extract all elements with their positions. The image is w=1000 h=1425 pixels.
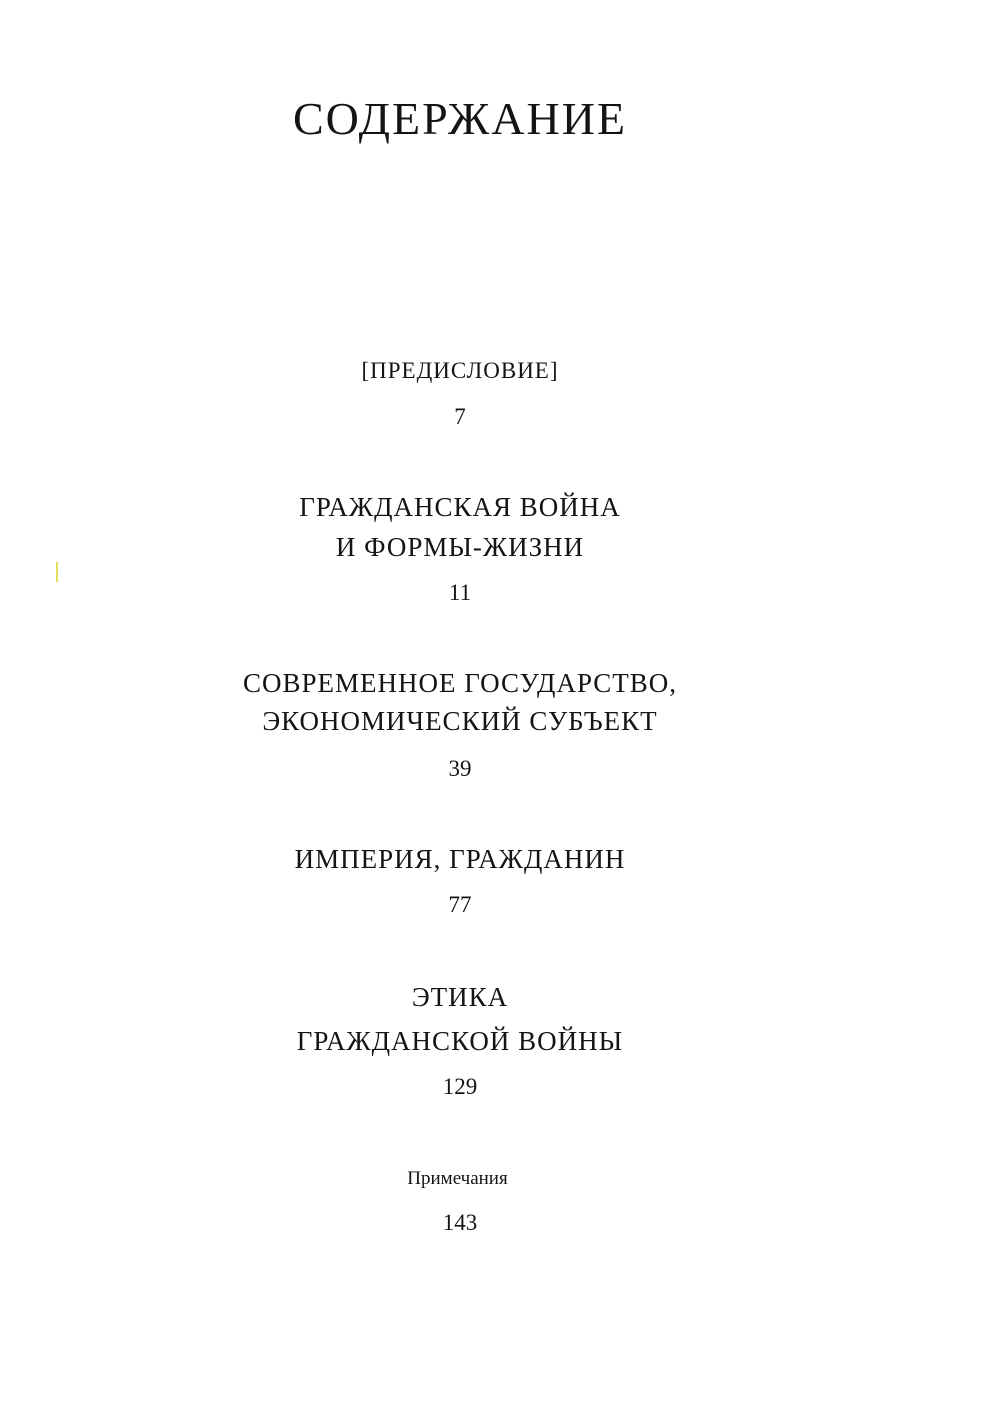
toc-entry-modern-state-title-line2: ЭКОНОМИЧЕСКИЙ СУБЪЕКТ: [262, 706, 658, 736]
toc-entry-preface-title: [ПРЕДИСЛОВИЕ]: [361, 358, 559, 383]
toc-entry-empire-title: ИМПЕРИЯ, ГРАЖДАНИН: [294, 844, 626, 874]
toc-entry-civil-war-page: 11: [448, 580, 472, 605]
toc-entry-ethics-page: 129: [442, 1074, 478, 1099]
toc-entry-notes-page: 143: [442, 1210, 478, 1235]
scan-mark: [56, 562, 58, 582]
toc-entry-civil-war-title-line1: ГРАЖДАНСКАЯ ВОЙНА: [299, 492, 621, 522]
toc-entry-ethics-title-line2: ГРАЖДАНСКОЙ ВОЙНЫ: [296, 1026, 624, 1056]
toc-entry-modern-state-page: 39: [448, 756, 472, 781]
page-title: СОДЕРЖАНИЕ: [292, 93, 628, 144]
toc-entry-modern-state-title-line1: СОВРЕМЕННОЕ ГОСУДАРСТВО,: [242, 668, 678, 698]
toc-entry-notes-title: Примечания: [407, 1168, 508, 1189]
toc-entry-empire-page: 77: [448, 892, 472, 917]
toc-entry-ethics-title-line1: ЭТИКА: [411, 982, 509, 1012]
toc-entry-preface-page: 7: [454, 404, 466, 429]
toc-entry-civil-war-title-line2: И ФОРМЫ-ЖИЗНИ: [335, 532, 585, 562]
